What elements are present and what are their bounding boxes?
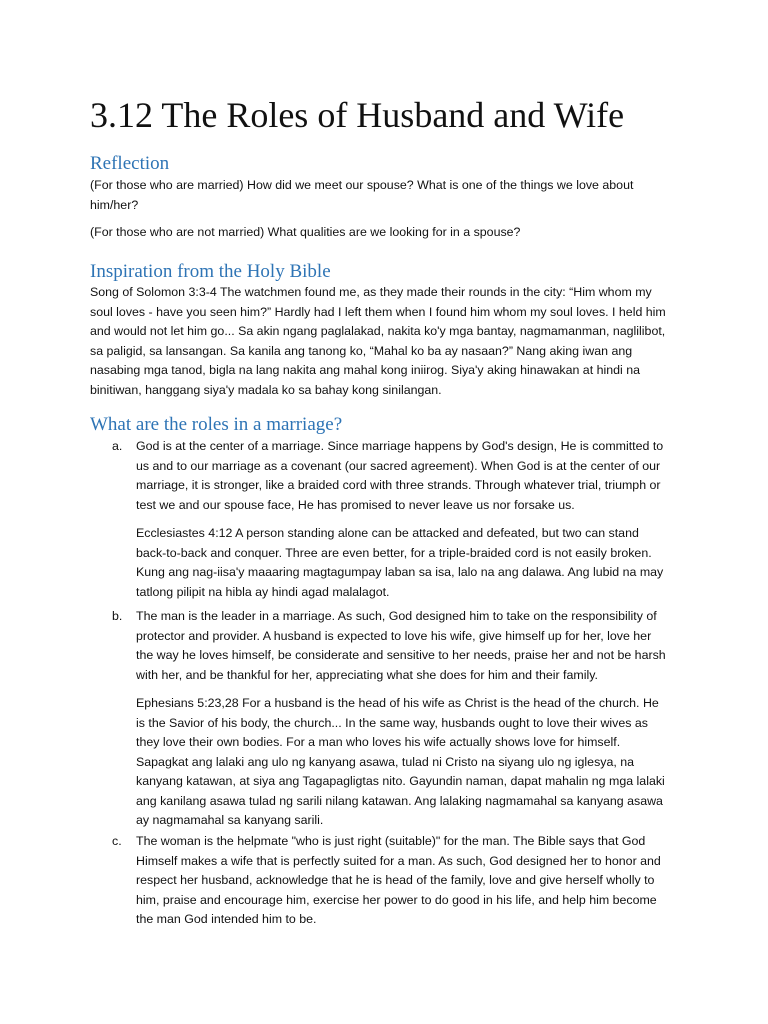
scripture-quote: Ephesians 5:23,28 For a husband is the head of his wife as Christ is the head of the church. He is the Savior of his body, the church... In the same way, husbands ought to love their wives as they love their own bodies. For a man who loves his wife actually shows love for himself. Sapagkat ang lalaki ang ulo ng kanyang asawa, tulad ni Cristo na siyang ulo ng iglesya, na kanyang katawan, at siya ang Tagapagligtas nito. Gayundin naman, dapat mahalin ng mga lalaki ang kanilang asawa tulad ng sarili nilang katawan. Ang lalaking nagmamahal sa kanyang asawa ay nagmamahal sa kanyang sarili.: [136, 696, 665, 827]
roles-heading: What are the roles in a marriage?: [90, 414, 343, 435]
list-marker: c.: [112, 834, 122, 848]
list-item-roles-c: [90, 832, 680, 930]
reflection-heading: Reflection: [90, 153, 170, 174]
inspiration-passage: Song of Solomon 3:3-4 The watchmen found me, as they made their rounds in the city: “Him whom my soul loves - have you seen him?” Hardly had I left them when I found him whom my soul loves. I held him and would not let him go... Sa akin ngang paglalakad, nakita ko'y mga bantay, nagmamanman, naglilibot, sa paligid, sa lansangan. Sa kanila ang tanong ko, “Mahal ko ba ay nasaan?” Nang aking iwan ang nasabing mga tanod, bigla na lang nakita ang mahal kong iniirog. Siya'y aking hinawakan at hindi na binitiwan, hanggang siya'y madala ko sa bahay kong sinilangan.: [90, 285, 666, 397]
scripture-quote: Ecclesiastes 4:12 A person standing alone can be attacked and defeated, but two can stand back-to-back and conquer. Three are even better, for a triple-braided cord is not easily broken. Kung ang nag-iisa'y maaaring magtagumpay laban sa isa, lalo na ang dalawa. Ang lubid na may tatlong pilipit na hibla ay hindi agad malalagot.: [136, 526, 664, 599]
page-title: 3.12 The Roles of Husband and Wife: [90, 95, 625, 135]
reflection-question-not-married: (For those who are not married) What qualities are we looking for in a spouse?: [90, 225, 521, 239]
reflection-question-married: (For those who are married) How did we meet our spouse? What is one of the things we love about him/her?: [90, 178, 634, 212]
list-marker: b.: [112, 609, 123, 623]
role-description: The woman is the helpmate "who is just right (suitable)" for the man. The Bible says that God Himself makes a wife that is perfectly suited for a man. As such, God designed her to honor and respect her husband, acknowledge that he is head of the family, love and give herself wholly to him, praise and encourage him, exercise her power to do good in his life, and help him become the man God intended him to be.: [136, 834, 661, 926]
list-item-roles-b: [90, 607, 680, 831]
list-item-roles-a: [90, 437, 680, 602]
role-description: The man is the leader in a marriage. As such, God designed him to take on the responsibility of protector and provider. A husband is expected to love his wife, give himself up for her, love her the way he loves himself, be considerate and sensitive to her needs, praise her and not be harsh with her, and be thankful for her, appreciating what she does for him and their family.: [136, 609, 666, 682]
role-description: God is at the center of a marriage. Since marriage happens by God's design, He is committed to us and to our marriage as a covenant (our sacred agreement). When God is at the center of our marriage, it is stronger, like a braided cord with three strands. Through whatever trial, triumph or test we and our spouse face, He has promised to never leave us nor forsake us.: [136, 439, 664, 512]
list-marker: a.: [112, 439, 123, 453]
inspiration-heading: Inspiration from the Holy Bible: [90, 261, 331, 282]
